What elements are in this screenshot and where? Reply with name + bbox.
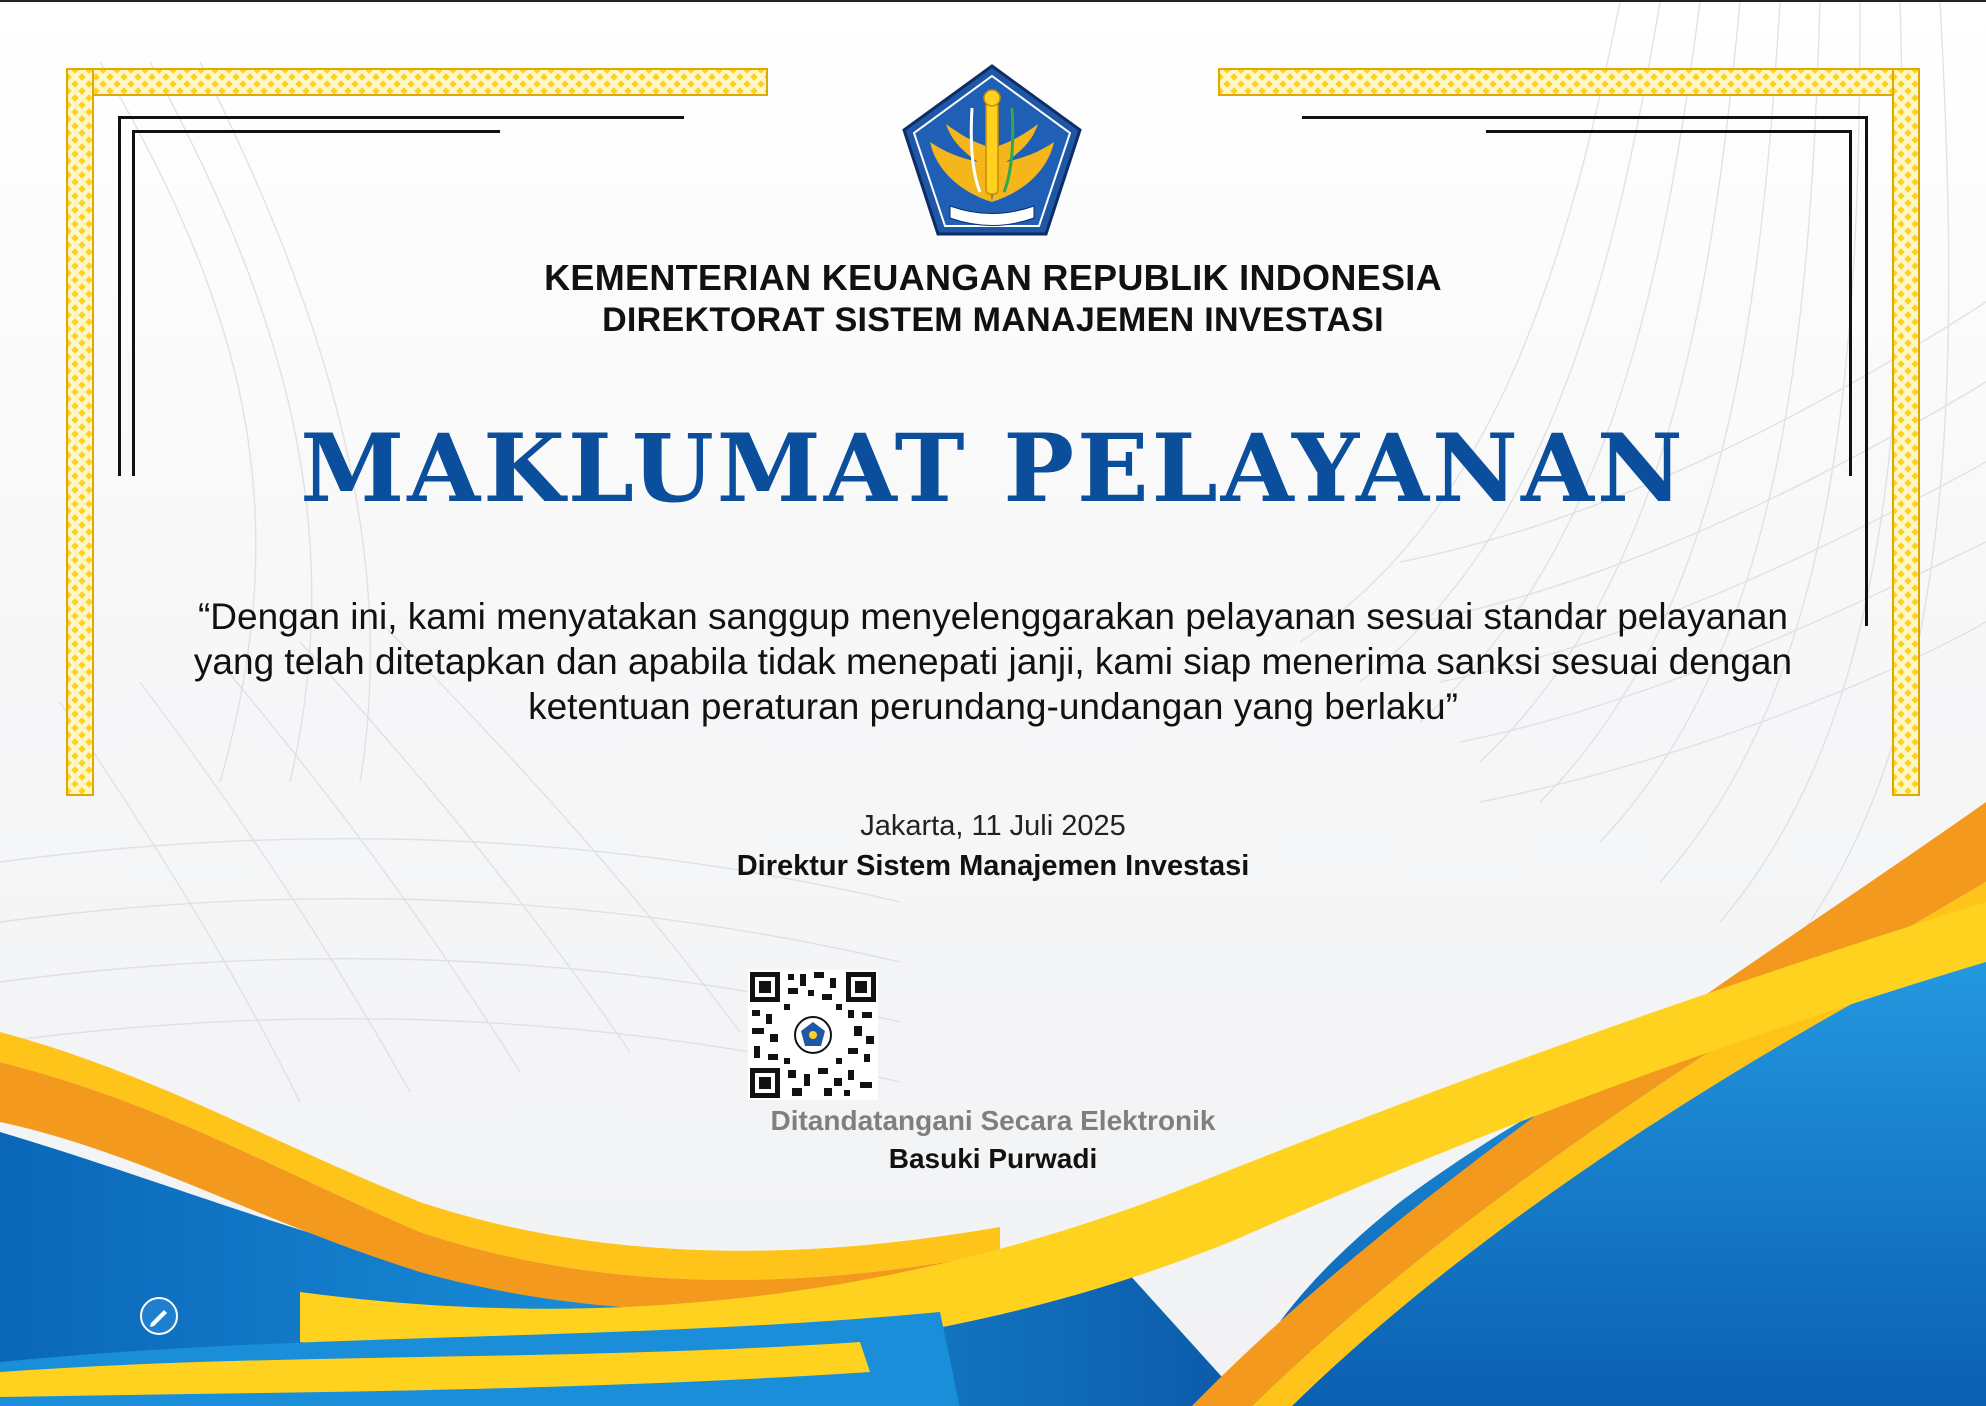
signer-position: Direktur Sistem Manajemen Investasi xyxy=(736,850,1250,882)
qr-code xyxy=(748,970,878,1100)
corner-line xyxy=(1302,116,1868,119)
gold-border-top-left xyxy=(66,68,768,96)
page-title: MAKLUMAT PELAYANAN xyxy=(300,414,1686,524)
ministry-name: KEMENTERIAN KEUANGAN REPUBLIK INDONESIA xyxy=(544,257,1442,298)
directorate-name: DIREKTORAT SISTEM MANAJEMEN INVESTASI xyxy=(602,301,1384,339)
corner-line xyxy=(118,116,684,119)
kemenkeu-emblem-icon xyxy=(900,62,1084,238)
signer-name: Basuki Purwadi xyxy=(888,1143,1098,1174)
corner-line xyxy=(1865,116,1868,626)
place-date: Jakarta, 11 Juli 2025 xyxy=(860,810,1126,842)
pen-badge-icon xyxy=(139,1296,179,1336)
service-statement: “Dengan ini, kami menyatakan sanggup menyelenggarakan pelayanan sesuai standar pelayanan yang telah ditetapkan dan apabila tidak menepati janji, kami siap menerima sanksi sesuai dengan ketentuan peraturan perundang-undangan yang berlaku” xyxy=(193,596,1793,727)
corner-line xyxy=(1486,130,1852,133)
corner-line xyxy=(132,130,500,133)
electronic-signature-label: Ditandatangani Secara Elektronik xyxy=(770,1105,1216,1136)
gold-border-top-right xyxy=(1218,68,1920,96)
